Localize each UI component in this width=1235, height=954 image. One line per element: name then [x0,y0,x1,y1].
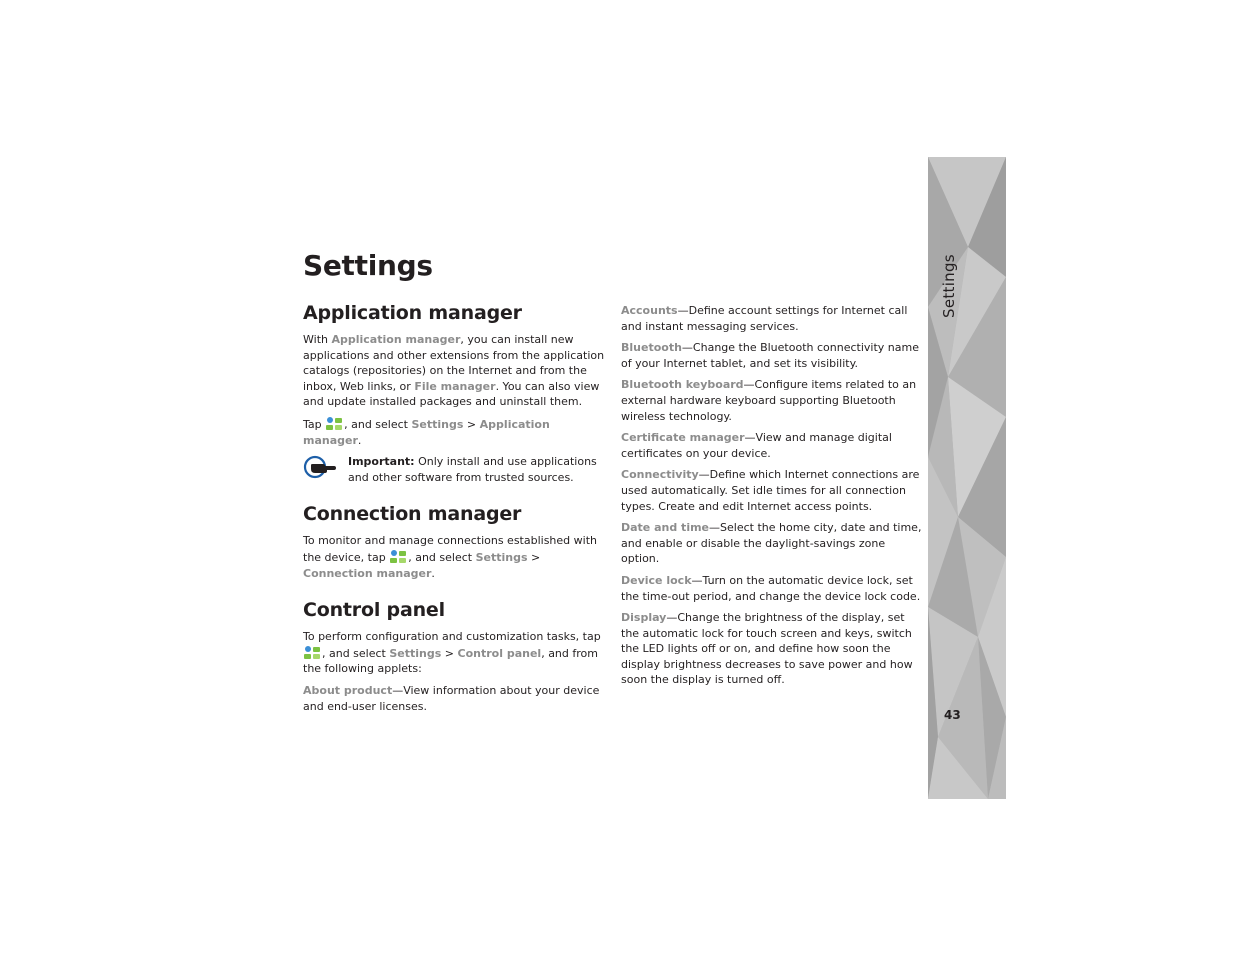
applet-term: About product [303,683,393,697]
applet-device-lock [621,573,923,604]
important-hand-icon [303,453,339,483]
applet-desc: —View and manage digital certificates on your device. [621,431,892,460]
text: , and select [344,417,412,431]
application-manager-intro [303,332,605,410]
right-column [621,303,923,694]
text: , you can install new applications and other extensions from the application catalogs (repositories) on the Internet and from the inbox, Web links, or [303,333,605,393]
important-note [303,454,605,485]
page-number: 43 [944,708,961,722]
applet-desc: —Turn on the automatic device lock, set the time-out period, and change the device lock code. [621,573,921,603]
applet-bluetooth-keyboard [621,377,923,424]
spacer [303,587,605,597]
connection-manager-heading: Connection manager [303,503,522,526]
application-menu-icon [325,416,344,432]
text: , and from the following applets: [303,646,598,676]
text: To monitor and manage connections established with the device, tap [303,534,597,564]
text: . [357,433,362,447]
text: , and select [322,646,390,660]
applet-accounts [621,303,923,334]
text: . You can also view and update installed packages and uninstall them. [303,379,600,409]
applet-term: Device lock [621,573,692,587]
applet-term: Bluetooth [621,341,682,355]
important-text: Only install and use applications and other software from trusted sources. [348,455,597,484]
applet-desc: —Select the home city, date and time, and enable or disable the daylight-savings zone option. [621,521,922,566]
applet-desc: —View information about your device and end-user licenses. [303,683,600,713]
applet-bluetooth [621,340,923,371]
left-column [303,300,605,720]
control-panel-heading: Control panel [303,599,445,622]
application-manager-target: Application manager [303,417,550,447]
page-title: Settings [303,249,433,282]
file-manager-link: File manager [414,379,496,393]
applet-display [621,610,923,688]
applet-certificate-manager [621,430,923,461]
settings-link: Settings [411,417,464,431]
applet-desc: —Change the Bluetooth connectivity name of your Internet tablet, and set its visibility. [621,341,919,370]
application-manager-tap-instruction [303,416,605,448]
applet-term: Display [621,611,667,625]
applet-desc: —Define account settings for Internet call and instant messaging services. [621,304,908,333]
application-menu-icon [303,645,322,661]
application-menu-icon [389,549,408,565]
side-tab-label: Settings [940,254,958,318]
connection-manager-text [303,533,605,581]
text: , and select [408,550,476,564]
text: To perform configuration and customization tasks, tap [303,630,601,644]
applet-desc: —Change the brightness of the display, set the automatic lock for touch screen and keys, switch the LED lights off or on, and define how soon the display brightness decreases to save power and how soon the display is turned off. [621,611,913,687]
text: > [463,417,480,431]
connection-manager-target: Connection manager [303,566,432,580]
application-manager-link: Application manager [331,333,461,346]
text: > [441,646,458,660]
settings-link: Settings [475,550,528,564]
control-panel-text [303,629,605,677]
text: . [431,566,435,580]
applet-term: Date and time [621,521,710,535]
applet-term: Certificate manager [621,431,745,445]
applet-date-and-time [621,520,923,567]
applet-desc: —Configure items related to an external hardware keyboard supporting Bluetooth wireless technology. [621,378,917,423]
applet-term: Bluetooth keyboard [621,378,744,392]
text: With [303,333,332,346]
control-panel-target: Control panel [457,646,542,660]
important-label: Important: [348,455,415,469]
application-manager-heading: Application manager [303,302,522,324]
applet-connectivity [621,467,923,514]
spacer [303,491,605,501]
text: > [527,550,541,564]
applet-term: Connectivity [621,468,699,482]
text: Tap [303,417,326,431]
applet-term: Accounts [621,304,678,317]
applet-about-product [303,683,605,714]
applet-desc: —Define which Internet connections are used automatically. Set idle times for all connection types. Create and edit Internet access points. [621,468,920,513]
settings-link: Settings [389,646,442,660]
